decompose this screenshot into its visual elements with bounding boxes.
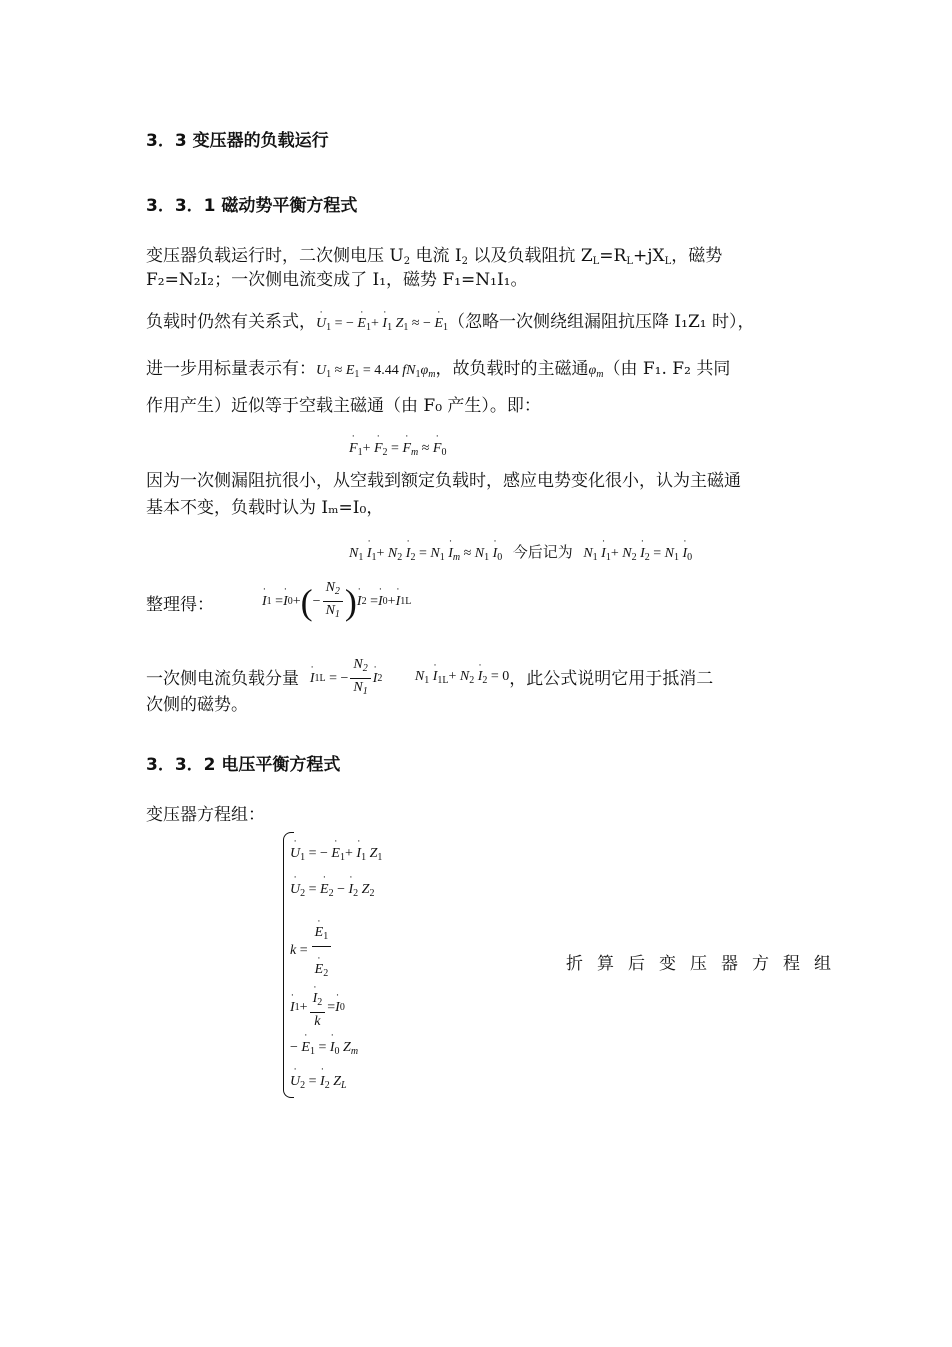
- section-heading-3-3: 3．3 变压器的负载运行: [146, 131, 329, 151]
- converted-equation-group-label: 折算后变压器方程组: [566, 954, 845, 974]
- main-flux-symbol: $\varphi_m$: [588, 363, 604, 380]
- eq-1: ˙ $U_1$ = − ˙ $E_1+$ ˙ $I_1$ $Z_1$: [290, 846, 382, 863]
- paragraph-7: 次侧的磁势。: [146, 695, 248, 715]
- eq-5: − ˙ $E_1$ = ˙ $I_0$ $Z_m$: [290, 1040, 358, 1057]
- eq-6: ˙ $U_2$ = ˙ $I_2$ $Z_L$: [290, 1074, 347, 1091]
- equation-mmf-balance: ˙ $F_1+$ ˙ $F_2$ = ˙ $F_m$ ≈ ˙ $F_0$: [349, 441, 446, 458]
- organize-label: 整理得：: [146, 595, 214, 615]
- paragraph-6: 一次侧电流负载分量 ˙ I 1L = − $\frac{N_2}{N_1}$ ˙ I 2 $N_1$ ˙ $I_{1L}+ N_2$ ˙ $I_2 = 0$ ，此公式说明它用于抵消二: [146, 656, 713, 701]
- eq-4: ˙ I 1 + ˙ $\frac{I_2}{k}$ = ˙ I 0: [290, 984, 345, 1031]
- paragraph-5-line-1: 因为一次侧漏阻抗很小，从空载到额定负载时，感应电势变化很小，认为主磁通: [146, 471, 741, 491]
- paragraph-2: 负载时仍然有关系式，˙ $U_1$ = − ˙ $E_1+$ ˙ $I_1$ $Z_1$ ≈ − ˙ $E_1$（忽略一次侧绕组漏阻抗压降 I₁Z₁ 时），: [146, 310, 754, 340]
- equation-primary-current: ˙ I 1 = ˙ I 0 + ( − $\frac{N_2}{N_1}$ ) ˙ I 2 = ˙ I 0 + ˙ I 1L: [262, 579, 411, 624]
- section-heading-3-3-2: 3．3．2 电压平衡方程式: [146, 755, 341, 775]
- paragraph-1-line-2: F₂=N₂I₂；一次侧电流变成了 I₁，磁势 F₁=N₁I₁。: [146, 270, 528, 290]
- paragraph-4: 作用产生）近似等于空载主磁通（由 F₀ 产生）。即：: [146, 396, 541, 416]
- section-heading-3-3-1: 3．3．1 磁动势平衡方程式: [146, 196, 358, 216]
- equation-scalar: $U_1 \approx E_1 = 4.44$ $fN_1\varphi_m$: [316, 363, 436, 380]
- equation-group-label: 变压器方程组：: [146, 805, 265, 825]
- paragraph-5-line-2: 基本不变，负载时认为 Iₘ=I₀，: [146, 498, 384, 518]
- equation-current-balance: $N_1$ ˙ $I_1+ N_2$ ˙ $I_2 = N_1$ ˙ $I_m \approx N_1$ ˙ $I_0$ 今后记为 $N_1$ ˙ $I_1+ N_2$ ˙ $I_2 = N_1$ ˙ $I_0$: [349, 541, 692, 563]
- paragraph-3: 进一步用标量表示有：$U_1 \approx E_1 = 4.44$ $fN_1\varphi_m$，故负载时的主磁通$\varphi_m$（由 F₁. F₂ 共同: [146, 359, 731, 380]
- eq-2: ˙ $U_2$ = ˙ $E_2$ − ˙ $I_2$ $Z_2$: [290, 882, 374, 899]
- eq-3: k = ˙ $E_1$ ˙ $E_2$: [290, 918, 333, 983]
- paragraph-1-line-1: 变压器负载运行时，二次侧电压 $U_2$ 电流 $I_2$ 以及负载阻抗 $Z_L=R_L+jX_L$，磁势: [146, 246, 723, 267]
- equation-load-relation: ˙ $U_1$ = − ˙ $E_1+$ ˙ $I_1$ $Z_1$ ≈ − ˙ $E_1$: [316, 316, 448, 331]
